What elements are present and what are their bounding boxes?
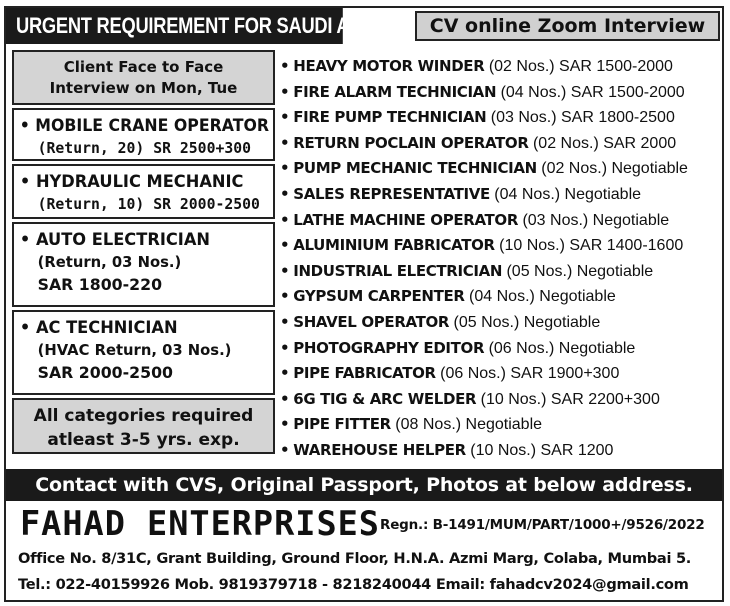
job-pay: SAR 1400-1600 — [569, 237, 684, 255]
job-pay: Negotiable — [539, 288, 616, 306]
bullet: • — [280, 184, 290, 203]
job-pay: SAR 1200 — [540, 441, 614, 459]
bullet: • — [280, 287, 290, 306]
requirement-line: atleast 3-5 yrs. exp. — [47, 430, 240, 450]
job-quantity: (04 Nos.) — [494, 185, 561, 203]
position-box-ac-technician — [12, 310, 275, 395]
position-title: MOBILE CRANE OPERATOR — [35, 116, 269, 135]
job-title: GYPSUM CARPENTER — [293, 287, 465, 306]
job-title: FIRE ALARM TECHNICIAN — [293, 82, 497, 101]
job-title: SALES REPRESENTATIVE — [293, 184, 490, 203]
position-salary: SAR 2000-2500 — [37, 363, 174, 382]
client-interview-line: Interview on Mon, Tue — [49, 79, 238, 97]
bullet: • — [19, 172, 31, 191]
bullet: • — [280, 159, 290, 178]
office-address: Office No. 8/31C, Grant Building, Ground Floor, H.N.A. Azmi Marg, Colaba, Mumbai 5. — [18, 550, 692, 567]
job-quantity: (08 Nos.) — [395, 416, 462, 434]
bullet: • — [280, 389, 290, 408]
job-list-item — [280, 131, 720, 157]
position-title: AC TECHNICIAN — [35, 318, 178, 337]
bullet: • — [280, 108, 290, 127]
job-pay: Negotiable — [558, 339, 636, 357]
company-name: FAHAD ENTERPRISES — [20, 504, 380, 544]
job-title: INDUSTRIAL ELECTRICIAN — [293, 261, 503, 280]
job-quantity: (04 Nos.) — [500, 83, 567, 101]
job-pay: Negotiable — [465, 416, 543, 434]
left-panel — [12, 50, 275, 454]
job-title: RETURN POCLAIN OPERATOR — [293, 133, 529, 152]
job-quantity: (10 Nos.) — [499, 237, 565, 255]
job-pay: SAR 2000 — [603, 134, 677, 152]
position-box-hydraulic-mechanic — [12, 164, 275, 219]
job-title: LATHE MACHINE OPERATOR — [293, 210, 519, 229]
job-pay: Negotiable — [523, 313, 601, 331]
job-title: SHAVEL OPERATOR — [293, 312, 450, 331]
job-list — [280, 54, 720, 464]
position-detail: (Return, 20) SR 2500+300 — [37, 139, 252, 157]
job-quantity: (02 Nos.) — [488, 58, 555, 75]
job-list-item — [280, 361, 720, 387]
job-quantity: (02 Nos.) — [541, 160, 608, 178]
bullet: • — [19, 318, 31, 337]
bullet: • — [280, 261, 290, 280]
bullet: • — [280, 236, 290, 255]
job-quantity: (03 Nos.) — [490, 109, 557, 127]
job-title: WAREHOUSE HELPER — [293, 440, 466, 459]
contact-instructions-bar: Contact with CVS, Original Passport, Photos at below address. — [6, 469, 722, 501]
job-list-item — [280, 438, 720, 464]
job-list-item — [280, 54, 720, 80]
bullet: • — [280, 415, 290, 434]
job-list-item — [280, 156, 720, 182]
position-title: HYDRAULIC MECHANIC — [35, 172, 244, 191]
job-title: ALUMINIUM FABRICATOR — [293, 236, 495, 255]
position-salary: SAR 1800-220 — [37, 275, 163, 294]
job-quantity: (02 Nos.) — [532, 134, 599, 152]
job-quantity: (05 Nos.) — [453, 313, 520, 331]
position-detail: (HVAC Return, 03 Nos.) — [37, 341, 232, 359]
job-title: PHOTOGRAPHY EDITOR — [293, 338, 485, 357]
bullet: • — [280, 82, 290, 101]
experience-requirement-box — [12, 398, 275, 454]
job-title: PIPE FABRICATOR — [293, 364, 436, 383]
job-list-item — [280, 336, 720, 362]
job-title: PUMP MECHANIC TECHNICIAN — [293, 159, 537, 178]
job-pay: Negotiable — [611, 160, 688, 178]
job-quantity: (06 Nos.) — [440, 365, 506, 383]
job-list-item — [280, 412, 720, 438]
registration-number: Regn.: B-1491/MUM/PART/1000+/9526/2022 — [380, 517, 705, 533]
job-list-item — [280, 105, 720, 131]
job-list-item — [280, 208, 720, 234]
job-quantity: (10 Nos.) — [470, 441, 537, 459]
bullet: • — [280, 440, 290, 459]
job-list-item — [280, 310, 720, 336]
position-box-crane-operator — [12, 108, 275, 161]
client-interview-line: Client Face to Face — [63, 58, 224, 76]
bullet: • — [19, 230, 31, 249]
job-list-item — [280, 80, 720, 106]
job-list-item — [280, 182, 720, 208]
job-list-item — [280, 387, 720, 413]
position-detail: (Return, 03 Nos.) — [37, 253, 182, 271]
contact-details: Tel.: 022-40159926 Mob. 9819379718 - 8218240044 Email: fahadcv2024@gmail.com — [18, 576, 689, 593]
position-title: AUTO ELECTRICIAN — [35, 230, 211, 249]
job-title: HEAVY MOTOR WINDER — [293, 57, 485, 75]
job-pay: Negotiable — [564, 185, 642, 203]
job-quantity: (10 Nos.) — [480, 390, 547, 408]
bullet: • — [280, 133, 290, 152]
job-list-item — [280, 259, 720, 285]
job-title: FIRE PUMP TECHNICIAN — [293, 108, 487, 127]
bullet: • — [280, 57, 290, 75]
advertisement — [4, 6, 724, 602]
position-box-auto-electrician — [12, 222, 275, 307]
job-pay: SAR 1900+300 — [510, 365, 620, 383]
bullet: • — [280, 210, 290, 229]
job-quantity: (04 Nos.) — [469, 288, 535, 306]
job-quantity: (05 Nos.) — [506, 262, 573, 280]
job-quantity: (03 Nos.) — [522, 211, 589, 229]
bullet: • — [280, 364, 290, 383]
bullet: • — [280, 338, 290, 357]
job-pay: SAR 2200+300 — [550, 390, 660, 408]
requirement-line: All categories required — [33, 406, 254, 426]
job-title: 6G TIG & ARC WELDER — [293, 389, 477, 408]
job-pay: SAR 1500-2000 — [570, 83, 685, 101]
job-pay: Negotiable — [592, 211, 670, 229]
job-pay: SAR 1500-2000 — [559, 58, 673, 75]
headline: URGENT REQUIREMENT FOR SAUDI ARABIA — [6, 8, 343, 44]
position-detail: (Return, 10) SR 2000-2500 — [37, 195, 260, 213]
job-list-item — [280, 284, 720, 310]
job-quantity: (06 Nos.) — [488, 339, 555, 357]
job-pay: Negotiable — [576, 262, 654, 280]
job-list-item — [280, 233, 720, 259]
bullet: • — [19, 116, 30, 135]
interview-mode-box: CV online Zoom Interview — [415, 11, 720, 41]
client-interview-box — [12, 50, 275, 105]
job-title: PIPE FITTER — [293, 415, 391, 434]
bullet: • — [280, 312, 290, 331]
job-pay: SAR 1800-2500 — [560, 109, 675, 127]
